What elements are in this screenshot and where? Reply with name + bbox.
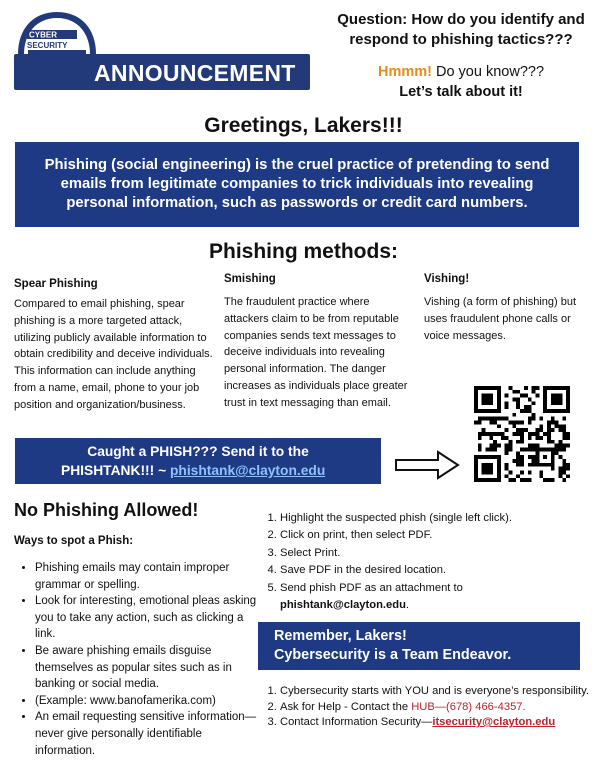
greeting: Greetings, Lakers!!! <box>204 114 403 137</box>
security-prefix: Contact Information Security— <box>280 716 433 729</box>
contact-item <box>280 715 602 731</box>
contact-list <box>262 684 602 731</box>
definition-text: Phishing (social engineering) is the cruel practice of pretending to send emails from legitimate companies to trick individuals into revealing personal information, such as passwords or credit card numbers. <box>44 157 550 211</box>
list-item: • Phishing emails may contain improper grammar or spelling. <box>35 560 257 593</box>
talk-about-it: Let’s talk about it! <box>399 84 523 100</box>
step5-email: phishtank@clayton.edu <box>280 599 406 612</box>
announcement-title: ANNOUNCEMENT <box>94 60 296 86</box>
question-heading: Question: How do you identify and respond to phishing tactics??? <box>337 11 585 48</box>
svg-text:CYBER: CYBER <box>29 30 58 40</box>
smishing-heading: Smishing <box>224 273 276 285</box>
methods-title: Phishing methods: <box>209 240 398 263</box>
step5-text: Send phish PDF as an attachment to <box>280 581 463 594</box>
spear-phishing-heading: Spear Phishing <box>14 278 98 290</box>
remember-line1: Remember, Lakers! <box>274 628 407 644</box>
help-prefix: Ask for Help - Contact the <box>280 700 412 713</box>
contact-item <box>280 700 602 716</box>
spot-phish-list <box>18 560 257 759</box>
phishtank-line2 <box>61 463 325 478</box>
phishtank-line1: Caught a PHISH??? Send it to the <box>87 444 309 459</box>
list-item: • An email requesting sensitive information—never give personally identifiable information. <box>35 709 257 759</box>
svg-text:SECURITY: SECURITY <box>27 41 68 50</box>
hmmm-text: Hmmm! <box>377 64 432 80</box>
list-item: • Be aware phishing emails disguise themselves as popular sites such as in banking or social media. <box>35 643 257 693</box>
phishtank-prefix: PHISHTANK!!! ~ <box>61 463 170 478</box>
contact-item: 1. Cybersecurity starts with YOU and is everyone’s responsibility. <box>280 684 602 700</box>
step-item: 2. Click on print, then select PDF. <box>280 527 600 544</box>
ways-to-spot-heading: Ways to spot a Phish: <box>14 535 134 547</box>
spear-phishing-text: Compared to email phishing, spear phishing is a more targeted attack, utilizing publicly available information to obtain credibility and deceive individuals. This information can include anything from a name, email, phone to your job position and organization/business. <box>14 298 213 411</box>
definition-box <box>15 142 579 227</box>
vishing-text: Vishing (a form of phishing) but uses fraudulent phone calls or voice messages. <box>424 296 577 342</box>
step-item: 4. Save PDF in the desired location. <box>280 562 600 579</box>
hmmm-line <box>326 64 596 80</box>
step-item: 3. Select Print. <box>280 545 600 562</box>
report-steps-list <box>262 510 600 614</box>
itsecurity-email-link[interactable]: itsecurity@clayton.edu <box>432 716 556 729</box>
phishtank-box <box>15 438 381 484</box>
list-item: • (Example: www.banofamerika.com) <box>35 693 257 710</box>
no-phishing-title: No Phishing Allowed! <box>14 500 199 520</box>
step5-end: . <box>405 599 410 612</box>
hub-phone[interactable]: HUB—(678) 466-4357. <box>411 700 526 713</box>
list-item: • Look for interesting, emotional pleas asking you to take any action, such as clicking a link. <box>35 593 257 643</box>
step-item <box>280 580 600 615</box>
smishing-text: The fraudulent practice where attackers claim to be from reputable companies sends text messages to deceive individuals into revealing personal information. The danger increases as individuals place greater trust in text messaging than email. <box>224 296 408 409</box>
arrow-right-icon <box>394 450 460 480</box>
vishing-heading: Vishing! <box>424 273 470 285</box>
remember-box <box>258 622 580 670</box>
step-item: 1. Highlight the suspected phish (single left click). <box>280 510 600 527</box>
remember-line2: Cybersecurity is a Team Endeavor. <box>274 647 512 663</box>
phishtank-email-link[interactable]: phishtank@clayton.edu <box>169 463 326 478</box>
qr-code[interactable] <box>474 386 570 482</box>
do-you-know-text: Do you know??? <box>431 64 545 80</box>
